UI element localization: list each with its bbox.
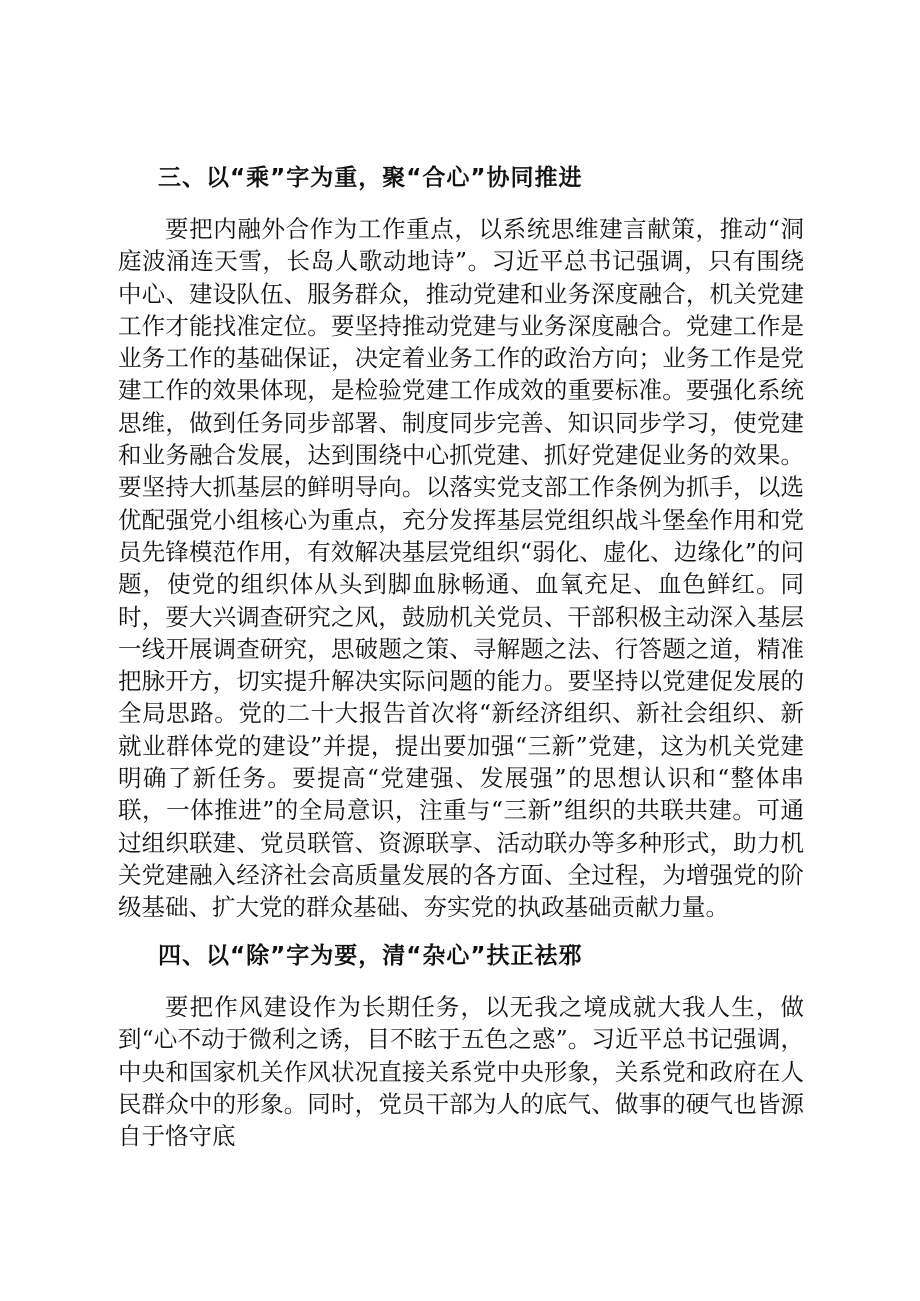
section-body-3: 要把内融外合作为工作重点，以系统思维建言献策，推动“洞庭波涌连天雪，长岛人歌动地诗”。习近平总书记强调，只有围绕中心、建设队伍、服务群众，推动党建和业务深度融合，机关党建工作才能找准定位。要坚持推动党建与业务深度融合。党建工作是业务工作的基础保证，决定着业务工作的政治方向；业务工作是党建工作的效果体现，是检验党建工作成效的重要标准。要强化系统思维，做到任务同步部署、制度同步完善、知识同步学习，使党建和业务融合发展，达到围绕中心抓党建、抓好党建促业务的效果。要坚持大抓基层的鲜明导向。以落实党支部工作条例为抓手，以选优配强党小组核心为重点，充分发挥基层党组织战斗堡垒作用和党员先锋模范作用，有效解决基层党组织“弱化、虚化、边缘化”的问题，使党的组织体从头到脚血脉畅通、血氧充足、血色鲜红。同时，要大兴调查研究之风，鼓励机关党员、干部积极主动深入基层一线开展调查研究，思破题之策、寻解题之法、行答题之道，精准把脉开方，切实提升解决实际问题的能力。要坚持以党建促发展的全局思路。党的二十大报告首次将“新经济组织、新社会组织、新就业群体党的建设”并提，提出要加强“三新”党建，这为机关党建明确了新任务。要提高“党建强、发展强”的思想认识和“整体串联，一体推进”的全局意识，注重与“三新”组织的共联共建。可通过组织联建、党员联管、资源联享、活动联办等多种形式，助力机关党建融入经济社会高质量发展的各方面、全过程，为增强党的阶级基础、扩大党的群众基础、夯实党的执政基础贡献力量。 [118,215,804,922]
section-heading-4: 四、以“除”字为要，清“杂心”扶正祛邪 [158,943,583,969]
section-body-4: 要把作风建设作为长期任务，以无我之境成就大我人生，做到“心不动于微利之诱，目不眩于五色之惑”。习近平总书记强调，中央和国家机关作风状况直接关系党中央形象，关系党和政府在人民群众中的形象。同时，党员干部为人的底气、做事的硬气也皆源自于恪守底 [118,993,804,1151]
section-heading-3: 三、以“乘”字为重，聚“合心”协同推进 [158,165,583,191]
